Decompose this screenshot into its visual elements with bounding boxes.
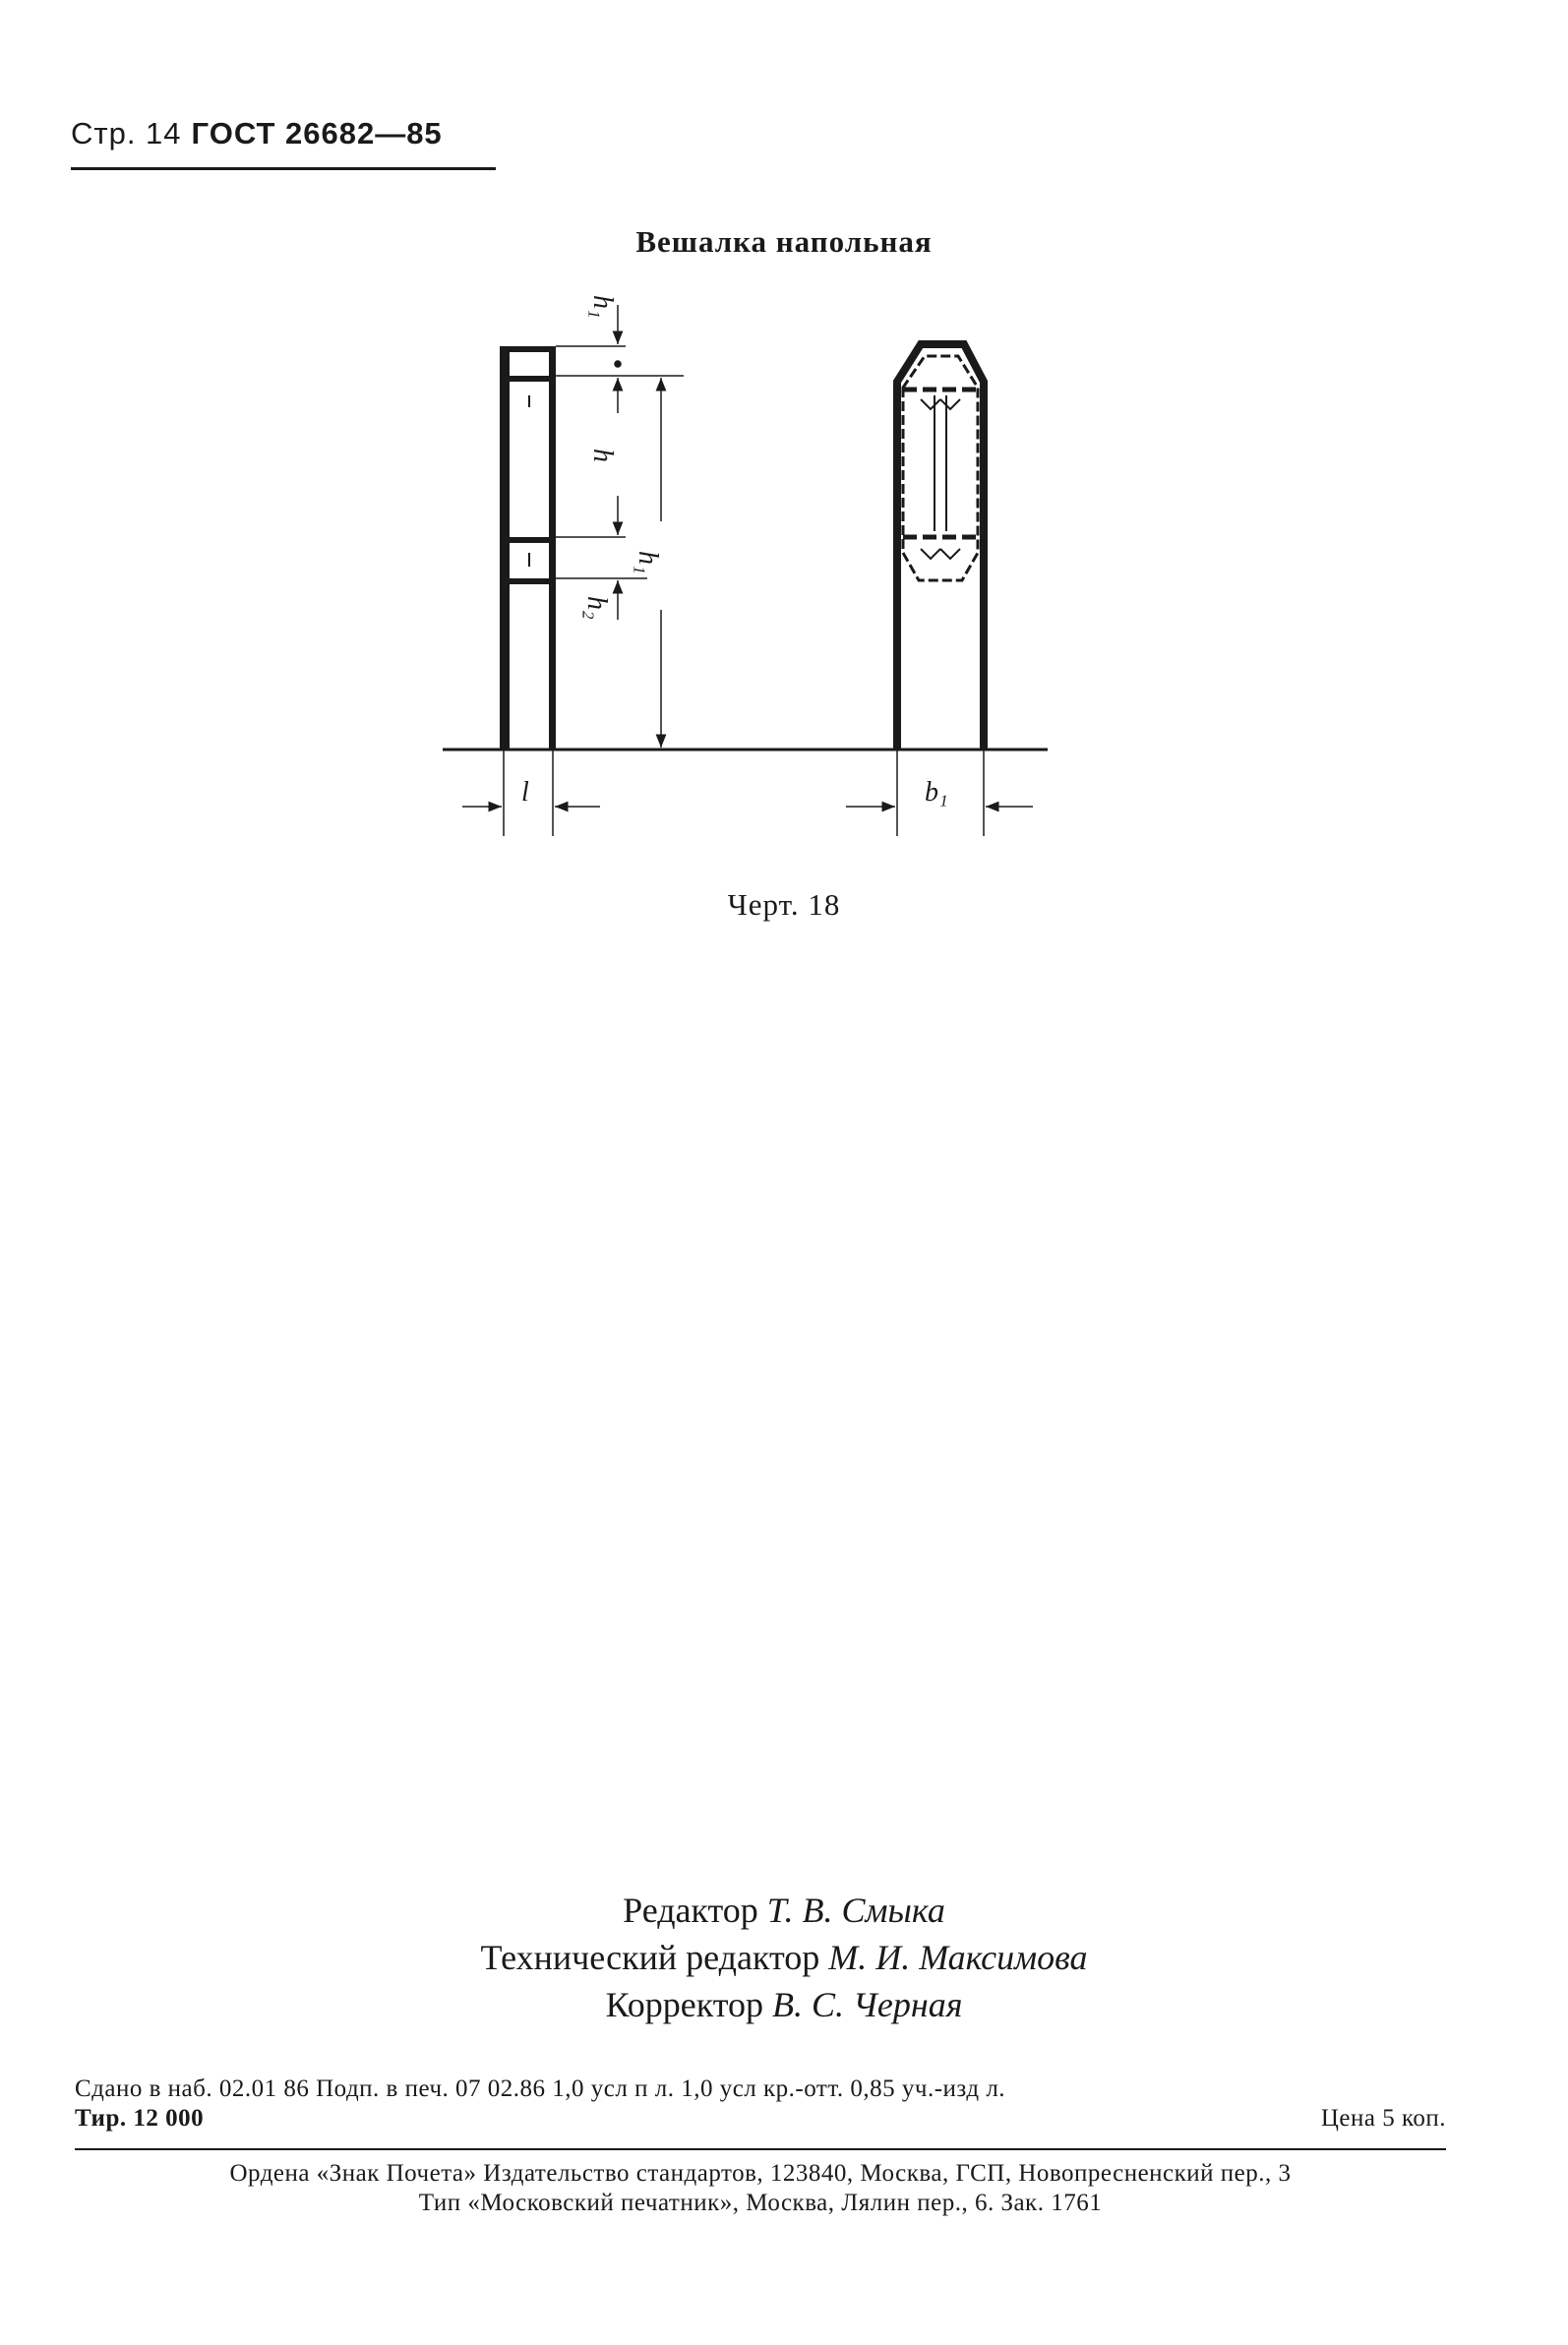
dim-label-h1: h₁: [587, 295, 618, 319]
figure-caption: Черт. 18: [727, 887, 841, 922]
printer-line: Тип «Московский печатник», Москва, Лялин пер., 6. Зак. 1761: [418, 2190, 1103, 2216]
dimension-lines: [462, 305, 1033, 836]
imprint-line-2: [75, 2105, 1446, 2133]
header-rule: [71, 167, 496, 170]
credit-name: В. С. Черная: [772, 1985, 963, 2024]
standard-number: ГОСТ 26682—85: [191, 116, 443, 150]
print-run: Тир. 12 000: [75, 2105, 205, 2132]
credit-editor: [0, 1887, 1568, 1934]
credit-technical-editor: [0, 1934, 1568, 1981]
credits-block: [0, 1887, 1568, 2028]
dim-label-b1: b₁: [925, 777, 948, 808]
technical-drawing: [433, 285, 1062, 856]
side-view: [500, 346, 556, 750]
dim-label-h: h: [587, 449, 618, 462]
credit-name: М. И. Максимова: [828, 1938, 1088, 1977]
dim-label-l: l: [521, 777, 529, 808]
dim-label-h3: h₁: [633, 551, 663, 574]
credit-name: Т. В. Смыка: [766, 1891, 945, 1930]
credit-corrector: [0, 1981, 1568, 2028]
credit-role: Технический редактор: [480, 1938, 820, 1977]
credit-role: Корректор: [605, 1985, 764, 2024]
dim-label-h2: h₂: [581, 596, 612, 620]
front-view: [897, 344, 984, 750]
page-header: [71, 116, 496, 151]
credit-role: Редактор: [623, 1891, 758, 1930]
figure-title: Вешалка напольная: [635, 224, 933, 259]
price: Цена 5 коп.: [1320, 2105, 1446, 2132]
imprint-rule: [75, 2148, 1446, 2150]
publisher-line: Ордена «Знак Почета» Издательство стандартов, 123840, Москва, ГСП, Новопресненский пер., 3: [229, 2160, 1292, 2187]
page-number: Стр. 14: [71, 116, 182, 150]
imprint-line-1: Сдано в наб. 02.01 86 Подп. в печ. 07 02.86 1,0 усл п л. 1,0 усл кр.-отт. 0,85 уч.-изд л.: [75, 2075, 1006, 2102]
